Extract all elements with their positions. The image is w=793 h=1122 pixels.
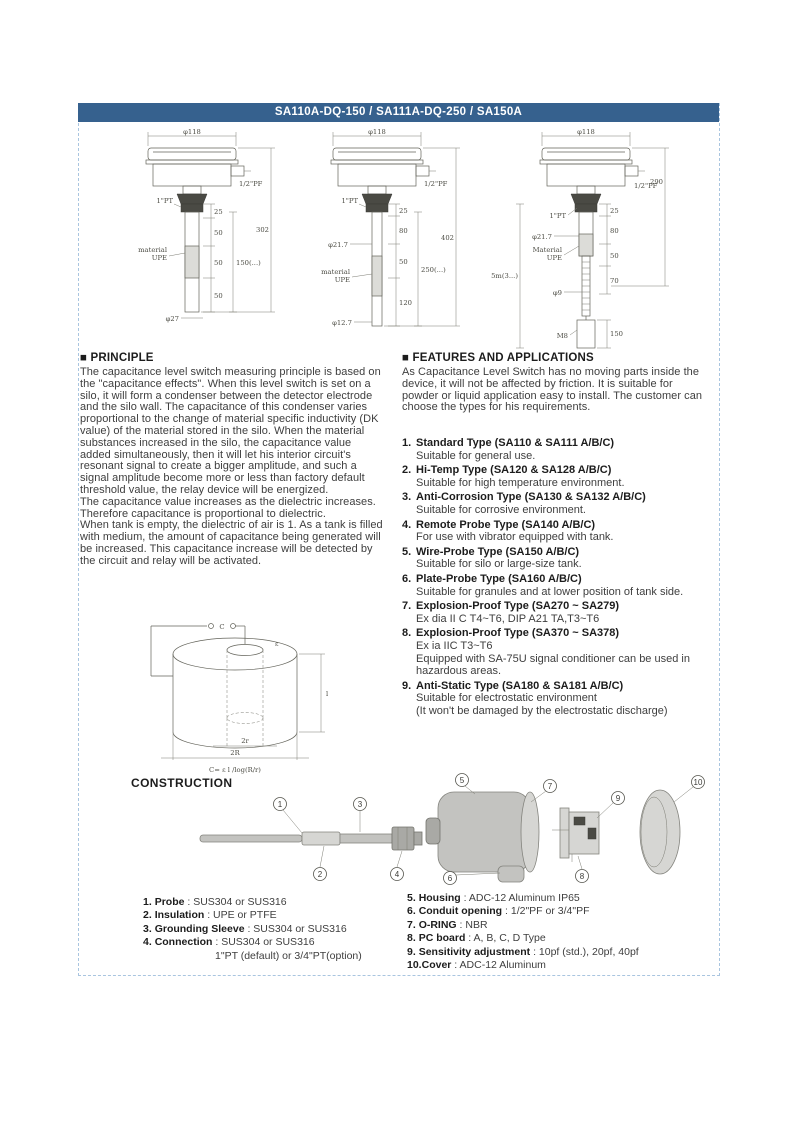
feature-item [402,546,717,571]
construction-heading: CONSTRUCTION [131,776,233,790]
part-line [407,932,639,945]
feature-number: 3. [402,491,412,504]
part-line [407,892,639,905]
part-line [143,923,362,936]
dim-label: φ27 [165,315,179,323]
feature-desc: Suitable for electrostatic environment [416,692,597,705]
parts-list-left [143,896,362,963]
cap-epsilon-label: ε [275,640,279,648]
callout-number: 2 [317,870,323,879]
dim-label: M8 [556,332,568,340]
cap-outer-dia-label: 2R [230,749,240,757]
dim-label: 50 [214,229,223,237]
capacitance-diagram [125,614,365,776]
dim-label: material [138,246,167,254]
part-line [407,946,639,959]
cap-inner-dia-label: 2r [241,737,249,745]
feature-item [402,491,717,516]
dim-label: UPE [334,276,350,284]
part-line [143,936,362,949]
feature-number: 5. [402,545,412,558]
dim-label: φ118 [577,128,595,136]
part-value: : ADC-12 Aluminum IP65 [463,892,580,904]
callout-number: 7 [547,782,553,791]
feature-item [402,464,717,489]
feature-title: Hi-Temp Type (SA120 & SA128 A/B/C) [416,464,612,477]
feature-title: Anti-Static Type (SA180 & SA181 A/B/C) [416,679,624,692]
dim-label: 50 [399,258,408,266]
part-value: : 10pf (std.), 20pf, 40pf [533,945,639,958]
part-line [407,905,639,918]
principle-heading: ■ PRINCIPLE [80,352,154,364]
part-value: : 1/2"PF or 3/4"PF [505,905,590,918]
part-number: 6. [407,905,416,918]
features-list [402,437,717,719]
dim-label: 150(...) [236,259,261,267]
capacitance-formula: C= ε l /log(R/r) [209,766,261,774]
dim-label: 1"PT [341,197,358,205]
part-number: 10. [407,959,422,972]
dim-label: 50 [610,252,619,260]
dim-label: 1/2"PF [634,182,658,190]
part-label: Housing [418,892,461,904]
feature-number: 4. [402,518,412,531]
part-value: : SUS304 or SUS316 [215,936,315,949]
part-label: PC board [418,932,466,945]
cap-c-label: C [219,623,225,631]
part-number: 1. [143,896,152,908]
part-number: 4. [143,936,152,949]
part-number: 7. [407,918,416,931]
features-heading: ■ FEATURES AND APPLICATIONS [402,352,594,364]
part-line [407,959,639,972]
part-extra-line: 1"PT (default) or 3/4"PT(option) [215,949,362,962]
dim-label: 80 [399,227,408,235]
part-label: Grounding Sleeve [154,922,245,935]
dim-label: 302 [256,226,269,234]
part-value: : A, B, C, D Type [468,932,546,945]
part-label: O-RING [418,918,457,931]
feature-desc: Suitable for general use. [416,449,536,462]
dim-label: 80 [610,227,619,235]
feature-desc: Suitable for high temperature environment. [416,476,625,489]
dim-label: 120 [399,299,412,307]
feature-desc: Suitable for corrosive environment. [416,503,586,516]
part-value: : UPE or PTFE [207,909,277,922]
dim-label: 70 [610,277,619,285]
feature-title: Explosion-Proof Type (SA370 ~ SA378) [416,627,620,640]
dim-label: 25 [214,208,223,216]
principle-text [80,367,385,568]
dim-label: 290 [650,178,663,186]
dim-label: 50 [214,259,223,267]
feature-desc: (It won't be damaged by the electrostatic discharge) [416,704,668,717]
callout-number: 6 [447,874,453,883]
dim-label: Material [532,246,562,254]
part-label: Insulation [154,909,205,922]
part-number: 9. [407,945,416,958]
part-number: 2. [143,909,152,922]
part-line [407,919,639,932]
dim-label: φ118 [368,128,386,136]
feature-number: 7. [402,600,412,613]
dim-label: φ9 [552,289,562,297]
feature-desc: Suitable for granules and at lower position of tank side. [416,585,684,598]
dim-label: φ118 [183,128,201,136]
feature-item [402,437,717,462]
feature-item [402,627,717,677]
feature-desc: Equipped with SA-75U signal conditioner can be used in hazardous areas. [416,652,690,678]
housing-exploded-drawing [420,770,720,888]
part-value: : SUS304 or SUS316 [187,896,287,908]
dim-label: 1/2"PF [239,180,263,188]
callout-number: 4 [394,870,400,879]
feature-number: 9. [402,679,412,692]
callout-number: 3 [357,800,363,809]
principle-paragraph-2: The capacitance value increases as the dielectric increases. Therefore capacitance is proportional to dielectric. [80,495,376,520]
feature-number: 8. [402,627,412,640]
dim-label: φ21.7 [532,233,552,241]
dim-label: 50 [214,292,223,300]
dim-label: 150 [610,330,623,338]
dim-label: UPE [546,254,562,262]
part-value: : NBR [459,918,488,931]
part-number: 5. [407,892,416,904]
feature-item [402,680,717,718]
part-label: Cover [421,959,452,972]
dimension-drawing-sa111a [288,126,476,354]
part-label: Connection [154,936,213,949]
feature-item [402,519,717,544]
dim-label: 25 [610,207,619,215]
parts-list-right [407,892,639,972]
dim-label: 1/2"PF [424,180,448,188]
part-label: Conduit opening [418,905,503,918]
feature-desc: Suitable for silo or large-size tank. [416,558,582,571]
callout-number: 8 [579,872,585,881]
callout-number: 9 [615,794,621,803]
dimension-drawing-sa110a [103,126,291,344]
dim-label: 5m(3...) [491,272,518,280]
title-bar [78,103,719,122]
dim-label: 1"PT [156,197,173,205]
callout-number: 1 [277,800,283,809]
dimension-drawing-sa150a [482,126,700,361]
feature-title: Explosion-Proof Type (SA270 ~ SA279) [416,600,620,613]
dim-label: φ12.7 [332,319,352,327]
feature-item [402,573,717,598]
dim-label: φ21.7 [328,241,348,249]
feature-number: 1. [402,437,412,449]
feature-desc: Ex dia II C T4~T6, DIP A21 TA,T3~T6 [416,612,600,625]
cap-height-label: l [326,690,329,698]
feature-desc: For use with vibrator equipped with tank. [416,531,614,544]
dim-label: 25 [399,207,408,215]
page-title: SA110A-DQ-150 / SA111A-DQ-250 / SA150A [274,106,523,118]
features-intro: As Capacitance Level Switch has no moving parts inside the device, it will not be affected by friction. It is suitable for powder or liquid application easy to install. The customer can choose the types for his requirements. [402,366,703,414]
part-label: Probe [154,896,185,908]
principle-paragraph-1: The capacitance level switch measuring principle is based on the "capacitance effects". When this level switch is set on a silo, it will form a condenser between the detector electrode and the silo wall. The capacitance of this condenser varies proportional to the change of material specific inductivity (DK value) of the material stored in the silo. When the material substances increased in the silo, the capacitance value added simultaneously, then it will let his interior circuit's resonant signal to create a bigger amplitude, and such a signal amplitude become more or less than factory default threshold value, the relay device will be energized. [80,366,381,496]
feature-desc: Ex ia IIC T3~T6 [416,639,493,652]
probe-assembly-drawing [192,790,424,890]
feature-number: 6. [402,572,412,585]
feature-title: Remote Probe Type (SA140 A/B/C) [416,518,596,531]
principle-paragraph-3: When tank is empty, the dielectric of air is 1. As a tank is filled with medium, the amount of capacitance being generated will be increased. This capacitance increase will be detected by the circuit and relay will be activated. [80,519,383,567]
dim-label: 250(...) [421,266,446,274]
feature-title: Anti-Corrosion Type (SA130 & SA132 A/B/C) [416,491,646,504]
dim-label: 402 [441,234,454,242]
dim-label: UPE [151,254,167,262]
feature-title: Plate-Probe Type (SA160 A/B/C) [416,572,582,585]
dim-label: 1"PT [549,212,566,220]
part-number: 8. [407,932,416,945]
part-number: 3. [143,922,152,935]
part-label: Sensitivity adjustment [418,945,531,958]
feature-number: 2. [402,464,412,477]
part-value: : ADC-12 Aluminum [454,959,546,972]
callout-number: 10 [693,778,703,787]
feature-title: Wire-Probe Type (SA150 A/B/C) [416,545,580,558]
part-line [143,909,362,922]
dim-label: material [321,268,350,276]
feature-item [402,600,717,625]
part-value: : SUS304 or SUS316 [247,922,347,935]
feature-title: Standard Type (SA110 & SA111 A/B/C) [416,437,615,449]
part-line [143,896,362,909]
callout-number: 5 [459,776,465,785]
